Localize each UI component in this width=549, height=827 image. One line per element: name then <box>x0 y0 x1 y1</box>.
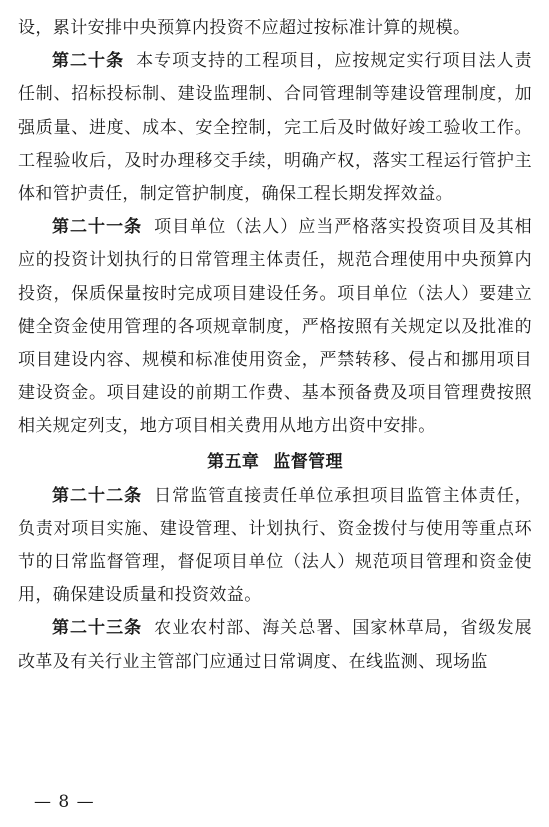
article-21 <box>18 211 532 443</box>
page-number: — 8 — <box>34 792 95 812</box>
chapter-title: 监督管理 <box>273 451 343 472</box>
article-20 <box>18 45 532 211</box>
article-22 <box>18 480 532 613</box>
article-number: 第二十二条 <box>52 485 143 506</box>
document-page <box>18 12 532 679</box>
article-number: 第二十三条 <box>52 618 143 639</box>
paragraph-continuation <box>18 12 532 45</box>
chapter-heading <box>18 444 532 480</box>
article-text: 项目单位（法人）应当严格落实投资项目及其相应的投资计划执行的日常管理主体责任，规范合理使用中央预算内投资，保质保量按时完成项目建设任务。项目单位（法人）要建立健全资金使用管理的各项规章制度，严格按照有关规定以及批准的项目建设内容、规模和标准使用资金，严禁转移、侵占和挪用项目建设资金。项目建设的前期工作费、基本预备费及项目管理费按照相关规定列支，地方项目相关费用从地方出资中安排。 <box>18 217 532 437</box>
article-text: 农业农村部、海关总署、国家林草局，省级发展改革及有关行业主管部门应通过日常调度、在线监测、现场监 <box>18 618 532 672</box>
article-number: 第二十条 <box>52 51 125 72</box>
chapter-number: 第五章 <box>207 451 260 472</box>
article-text: 本专项支持的工程项目，应按规定实行项目法人责任制、招标投标制、建设监理制、合同管理制等建设管理制度，加强质量、进度、成本、安全控制，完工后及时做好竣工验收工作。工程验收后，及时办理移交手续，明确产权，落实工程运行管护主体和管护责任，制定管护制度，确保工程长期发挥效益。 <box>18 51 532 205</box>
article-number: 第二十一条 <box>52 217 143 238</box>
article-23 <box>18 612 532 678</box>
article-text: 日常监管直接责任单位承担项目监管主体责任，负责对项目实施、建设管理、计划执行、资金拨付与使用等重点环节的日常监督管理，督促项目单位（法人）规范项目管理和资金使用，确保建设质量和投资效益。 <box>18 485 532 606</box>
paragraph-text: 设，累计安排中央预算内投资不应超过按标准计算的规模。 <box>18 18 471 38</box>
